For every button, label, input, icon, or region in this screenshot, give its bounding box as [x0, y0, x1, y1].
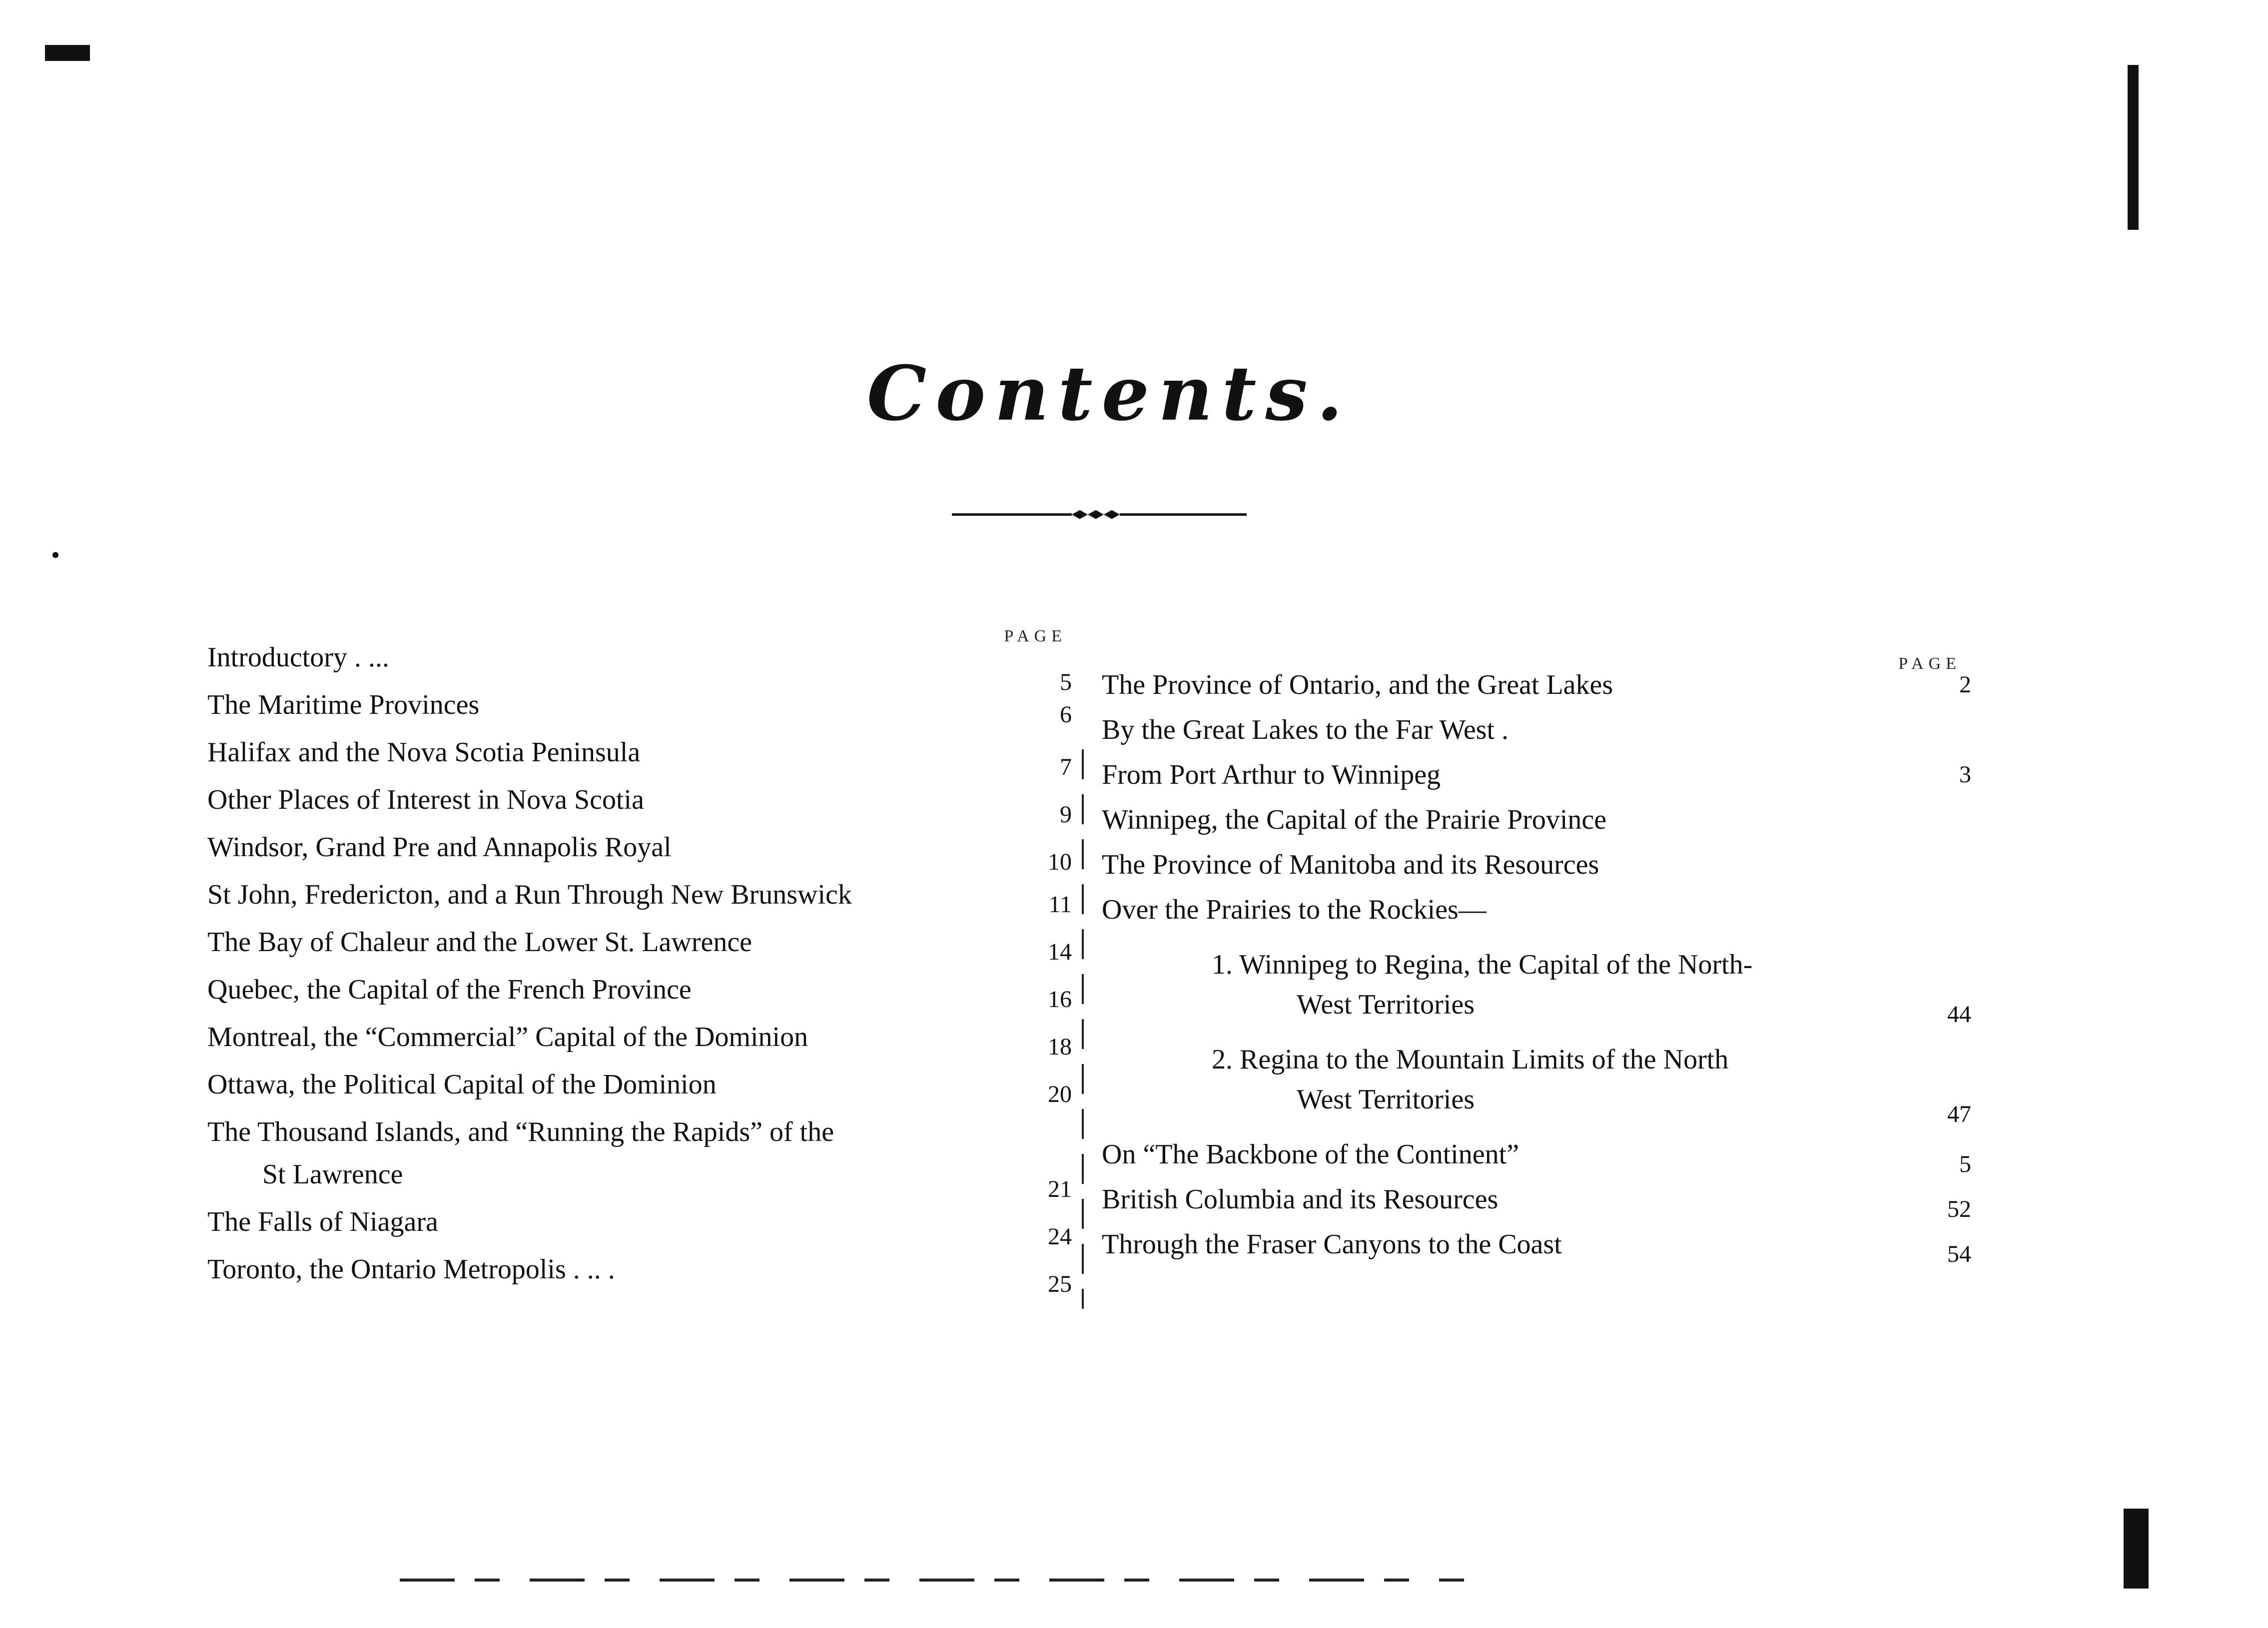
scan-artifact — [45, 45, 90, 61]
toc-entry-title: St Lawrence — [262, 1159, 403, 1190]
page-column-header: PAGE — [1004, 627, 1067, 645]
scan-artifact — [52, 552, 58, 558]
scan-artifact — [400, 1579, 1464, 1582]
toc-entry-page: 2 — [1959, 671, 1971, 698]
toc-entry-title: The Province of Ontario, and the Great Lakes — [1102, 669, 1613, 700]
toc-entry-page: 9 — [1060, 801, 1072, 828]
toc-entry-title: Winnipeg, the Capital of the Prairie Province — [1102, 804, 1607, 835]
scan-artifact — [2124, 1509, 2149, 1589]
toc-entry-title: Halifax and the Nova Scotia Peninsula — [207, 737, 641, 768]
page-column-header: PAGE — [1898, 654, 1961, 673]
toc-entry-title: On “The Backbone of the Continent” — [1102, 1139, 1519, 1170]
page-title: Contents. — [866, 350, 1352, 438]
toc-entry-title: The Province of Manitoba and its Resources — [1102, 849, 1599, 880]
toc-entry-page: 6 — [1060, 701, 1072, 728]
toc-entry-page: 20 — [1048, 1081, 1072, 1107]
toc-entry-title: From Port Arthur to Winnipeg — [1102, 759, 1441, 790]
toc-entry-page: 52 — [1947, 1196, 1971, 1222]
toc-entry-title: The Thousand Islands, and “Running the Rapids” of the — [207, 1116, 834, 1147]
toc-entry-page: 5 — [1959, 1151, 1971, 1177]
toc-entry-title: West Territories — [1297, 1084, 1475, 1115]
toc-entry-title: 2. Regina to the Mountain Limits of the North — [1212, 1044, 1729, 1075]
toc-entry-title: Ottawa, the Political Capital of the Dominion — [207, 1069, 717, 1100]
toc-entry-title: Quebec, the Capital of the French Province — [207, 974, 692, 1005]
toc-entry-page: 7 — [1060, 754, 1072, 780]
toc-entry-page: 5 — [1060, 669, 1072, 695]
toc-entry-page: 3 — [1959, 761, 1971, 788]
toc-entry-page: 14 — [1048, 939, 1072, 965]
toc-entry-title: Introductory . ... — [207, 642, 389, 673]
toc-entry-page: 54 — [1947, 1241, 1971, 1267]
toc-entry-page: 18 — [1048, 1034, 1072, 1060]
column-divider — [1082, 749, 1084, 1309]
toc-entry-title: Through the Fraser Canyons to the Coast — [1102, 1229, 1562, 1260]
toc-entry-title: The Falls of Niagara — [207, 1206, 438, 1237]
toc-entry-page: 47 — [1947, 1101, 1971, 1127]
toc-entry-title: British Columbia and its Resources — [1102, 1184, 1499, 1215]
toc-entry-page: 44 — [1947, 1001, 1971, 1028]
toc-entry-title: Over the Prairies to the Rockies— — [1102, 894, 1487, 925]
ornament-divider — [952, 507, 1247, 522]
toc-entry-page: 21 — [1048, 1176, 1072, 1202]
scan-artifact — [2128, 65, 2139, 230]
toc-entry-title: The Bay of Chaleur and the Lower St. Lawrence — [207, 927, 753, 958]
toc-entry-title: Windsor, Grand Pre and Annapolis Royal — [207, 832, 672, 863]
toc-entry-title: Other Places of Interest in Nova Scotia — [207, 784, 644, 815]
toc-entry-page: 24 — [1048, 1223, 1072, 1250]
toc-entry-title: West Territories — [1297, 989, 1475, 1020]
toc-entry-page: 11 — [1048, 891, 1072, 918]
toc-entry-title: Montreal, the “Commercial” Capital of the Dominion — [207, 1022, 808, 1053]
toc-entry-page: 25 — [1048, 1271, 1072, 1297]
toc-entry-title: By the Great Lakes to the Far West . — [1102, 714, 1509, 745]
toc-entry-title: 1. Winnipeg to Regina, the Capital of the North- — [1212, 949, 1753, 980]
toc-entry-title: The Maritime Provinces — [207, 689, 480, 720]
toc-entry-title: Toronto, the Ontario Metropolis . .. . — [207, 1254, 615, 1285]
toc-entry-page: 10 — [1048, 849, 1072, 875]
toc-entry-page: 16 — [1048, 986, 1072, 1013]
toc-entry-title: St John, Fredericton, and a Run Through New Brunswick — [207, 879, 852, 910]
